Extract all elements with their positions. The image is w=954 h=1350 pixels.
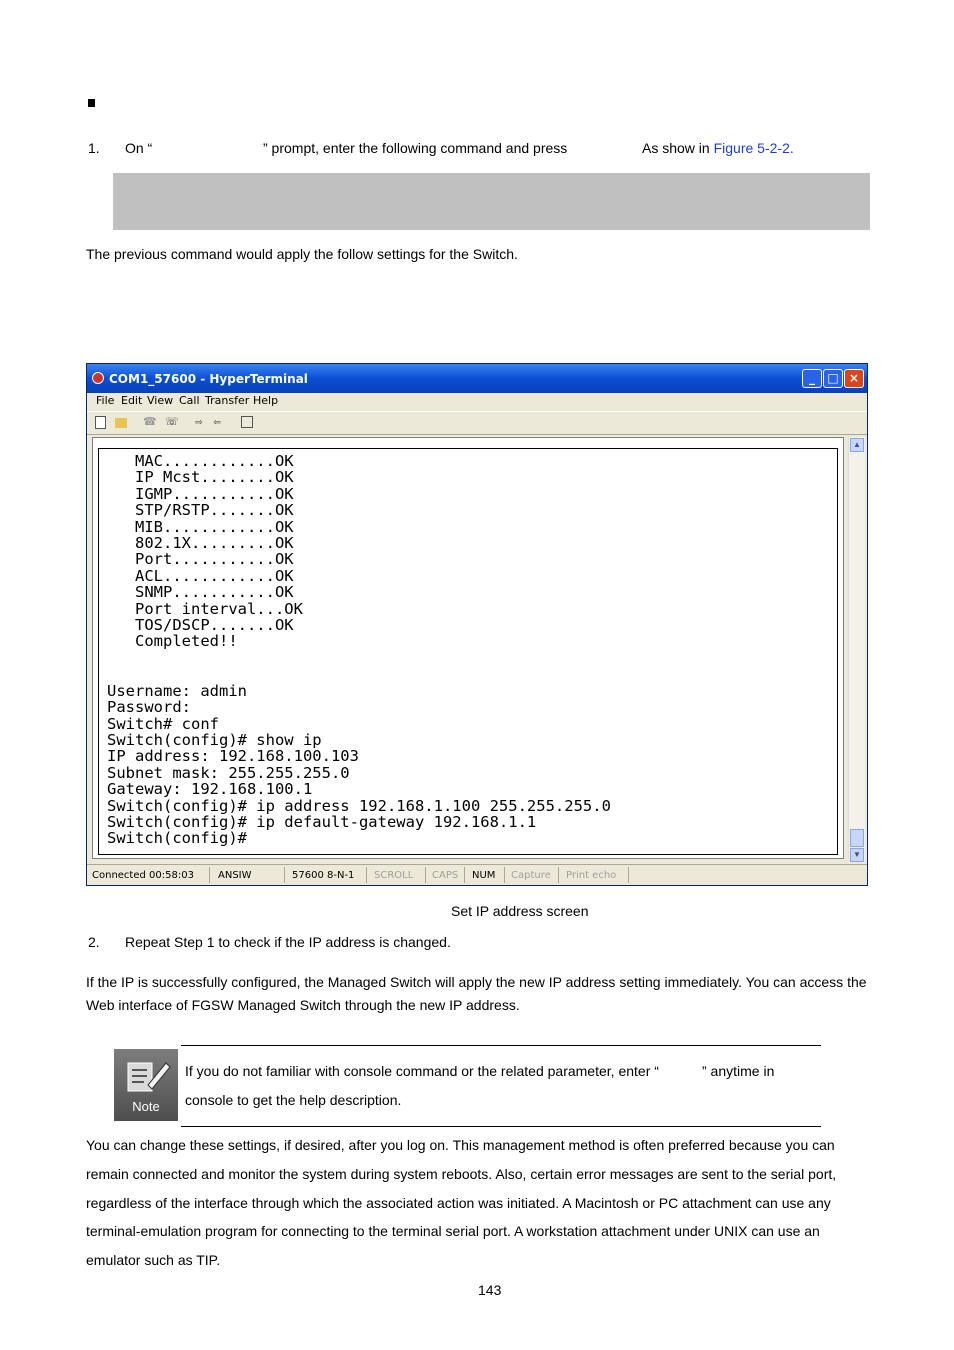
properties-icon[interactable]	[241, 416, 253, 428]
terminal-line: Username: admin	[107, 681, 247, 700]
note-bottom-rule	[181, 1126, 821, 1127]
terminal-line	[107, 666, 611, 682]
page-number: 143	[478, 1282, 502, 1298]
close-button[interactable]: ×	[844, 369, 864, 388]
terminal-line: IGMP...........OK	[107, 484, 294, 503]
status-port: 57600 8-N-1	[292, 870, 355, 881]
command-box	[113, 173, 870, 230]
figure-link[interactable]: Figure 5-2-2	[713, 140, 790, 156]
terminal-line: 802.1X.........OK	[107, 534, 294, 553]
scroll-thumb[interactable]	[850, 829, 864, 847]
note-text-b: ” anytime in	[702, 1063, 775, 1079]
status-emulation: ANSIW	[218, 870, 252, 881]
minimize-button[interactable]: _	[802, 369, 822, 388]
terminal-line: Switch(config)# ip address 192.168.1.100 255.255.255.0	[107, 796, 611, 815]
status-caps: CAPS	[432, 870, 459, 881]
terminal-line: MIB............OK	[107, 517, 294, 536]
terminal-line: Port interval...OK	[107, 599, 303, 618]
hyperterminal-icon	[92, 372, 104, 384]
toolbar	[87, 411, 867, 435]
menu-edit[interactable]: Edit	[121, 394, 143, 407]
menu-view[interactable]: View	[147, 394, 174, 407]
terminal-line: Switch(config)#	[107, 829, 247, 848]
status-scroll: SCROLL	[374, 870, 414, 881]
terminal-line: IP address: 192.168.100.103	[107, 747, 359, 766]
terminal-line: Port...........OK	[107, 550, 294, 569]
terminal-line: Password:	[107, 698, 191, 717]
terminal-line	[107, 650, 611, 666]
terminal-line: TOS/DSCP.......OK	[107, 616, 294, 635]
step-1-period: .	[789, 140, 794, 156]
menu-transfer[interactable]: Transfer	[205, 394, 250, 407]
terminal-line: SNMP...........OK	[107, 583, 294, 602]
note-text-c: console to get the help description.	[185, 1092, 402, 1108]
new-file-icon[interactable]	[95, 416, 106, 429]
bullet-square	[88, 99, 95, 107]
step-1-text-c	[642, 139, 794, 157]
status-num: NUM	[472, 870, 496, 881]
step-1-text-a: On “	[125, 140, 153, 156]
step-1-text-b: ” prompt, enter the following command and press	[263, 140, 568, 156]
terminal-line: STP/RSTP.......OK	[107, 501, 294, 520]
scroll-up-icon[interactable]: ▲	[850, 438, 864, 452]
status-bar	[87, 864, 867, 886]
step-1-number: 1.	[88, 140, 100, 156]
window-title: COM1_57600 - HyperTerminal	[109, 372, 308, 386]
terminal-line: Subnet mask: 255.255.255.0	[107, 763, 350, 782]
step-2-number: 2.	[88, 934, 100, 950]
terminal-line: Completed!!	[107, 632, 238, 651]
menu-call[interactable]: Call	[179, 394, 200, 407]
receive-icon[interactable]: ⇦	[213, 417, 221, 427]
step-2-text: Repeat Step 1 to check if the IP address is changed.	[125, 934, 451, 950]
terminal-line: Gateway: 192.168.100.1	[107, 780, 313, 799]
hyperterminal-window	[86, 363, 868, 886]
status-connected: Connected 00:58:03	[92, 870, 194, 881]
menu-help[interactable]: Help	[253, 394, 279, 407]
terminal-line: IP Mcst........OK	[107, 468, 294, 487]
send-icon[interactable]: ⇨	[195, 417, 203, 427]
terminal-line: MAC............OK	[107, 452, 294, 470]
open-folder-icon[interactable]	[115, 418, 127, 428]
title-bar	[87, 364, 867, 393]
note-top-rule	[181, 1045, 821, 1046]
status-capture: Capture	[511, 870, 551, 881]
step-1-as-show: As show in	[642, 140, 710, 156]
figure-caption: Set IP address screen	[451, 903, 589, 919]
scroll-down-icon[interactable]: ▼	[850, 848, 864, 862]
disconnect-icon[interactable]: ☏	[165, 416, 179, 428]
terminal-line: Switch# conf	[107, 714, 219, 733]
note-icon	[114, 1049, 178, 1121]
terminal-line: ACL............OK	[107, 566, 294, 585]
terminal-output	[107, 453, 611, 847]
intro-text: The previous command would apply the follow settings for the Switch.	[86, 246, 518, 262]
note-text-a: If you do not familiar with console command or the related parameter, enter “	[185, 1063, 659, 1079]
vertical-scrollbar[interactable]	[848, 437, 865, 859]
paragraph-management: You can change these settings, if desired, after you log on. This management method is often preferred because you can remain connected and monitor the system during system reboots. Also, certain error messages are sent to the serial port, regardless of the interface through which the associated action was initiated. A Macintosh or PC attachment can use any terminal-emulation program for connecting to the terminal serial port. A workstation attachment under UNIX can use an emulator such as TIP.	[86, 1137, 837, 1269]
paragraph-ip-configured: If the IP is successfully configured, the Managed Switch will apply the new IP address setting immediately. You can access the Web interface of FGSW Managed Switch through the new IP address.	[86, 974, 867, 1013]
maximize-button[interactable]: □	[823, 369, 843, 388]
terminal-line: Switch(config)# show ip	[107, 730, 322, 749]
menu-bar	[87, 393, 867, 410]
terminal-line: Switch(config)# ip default-gateway 192.168.1.1	[107, 812, 537, 831]
menu-file[interactable]: File	[96, 394, 115, 407]
note-label: Note	[132, 1099, 160, 1114]
status-print-echo: Print echo	[566, 870, 617, 881]
connect-icon[interactable]: ☎	[143, 416, 157, 428]
